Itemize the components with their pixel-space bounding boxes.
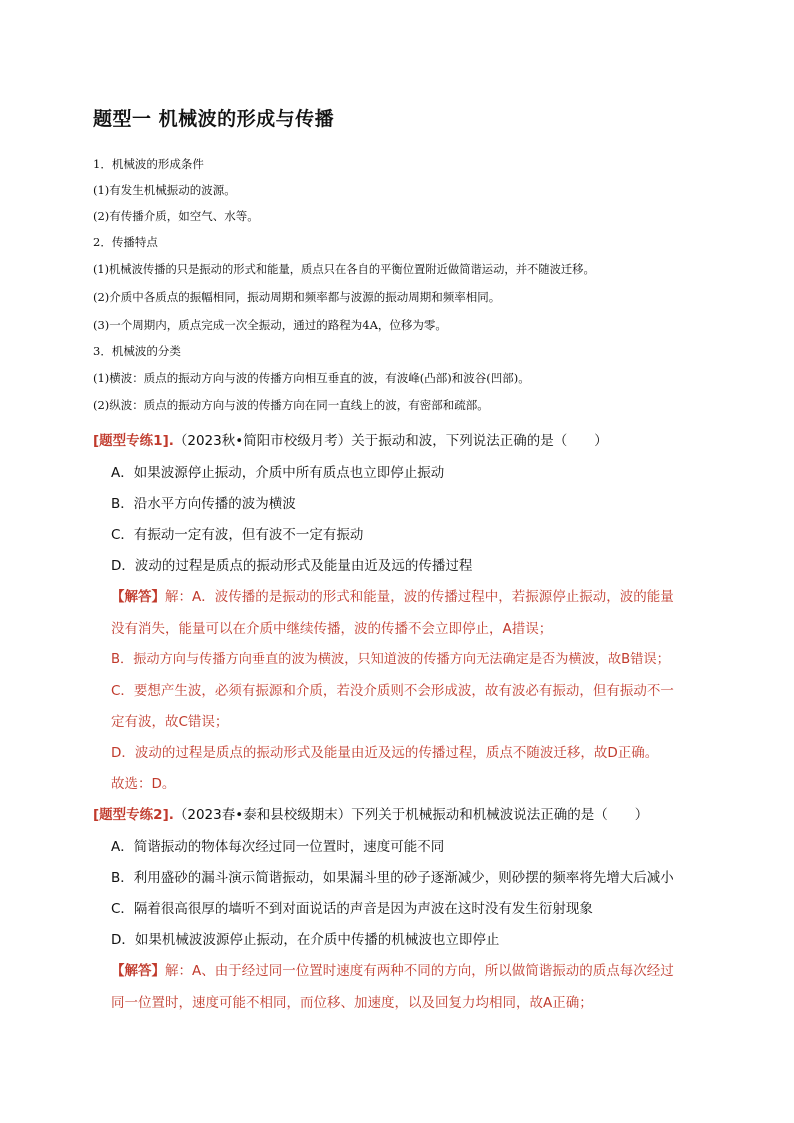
answer-1-line: B．振动方向与传播方向垂直的波为横波，只知道波的传播方向无法确定是否为横波，故B错误； — [111, 652, 670, 667]
section-title: 题型一 机械波的形成与传播 — [93, 108, 335, 130]
answer-2-text: 解：A、由于经过同一位置时速度有两种不同的方向，所以做简谐振动的质点每次经过 — [165, 963, 674, 979]
key-point: (2)有传播介质，如空气、水等。 — [93, 209, 259, 223]
question-2-option-a: A．简谐振动的物体每次经过同一位置时，速度可能不同 — [111, 839, 445, 855]
key-point-heading: 2．传播特点 — [93, 235, 158, 249]
question-2-tag: [题型专练2]. — [93, 807, 174, 823]
key-point: (2)纵波：质点的振动方向与波的传播方向在同一直线上的波，有密部和疏部。 — [93, 398, 489, 412]
answer-1-line: C．要想产生波，必须有振源和介质，若没介质则不会形成波，故有波必有振动，但有振动不一 — [111, 683, 674, 699]
answer-1-text: 解：A．波传播的是振动的形式和能量，波的传播过程中，若振源停止振动，波的能量 — [165, 589, 674, 605]
question-1-option-b: B．沿水平方向传播的波为横波 — [111, 496, 296, 512]
key-point: (3)一个周期内，质点完成一次全振动，通过的路程为4A，位移为零。 — [93, 318, 447, 332]
question-1-option-d: D．波动的过程是质点的振动形式及能量由近及远的传播过程 — [111, 558, 473, 574]
question-1-stem — [93, 432, 608, 450]
answer-1-line: 故选：D。 — [111, 776, 176, 792]
answer-2-tag: 【解答】 — [111, 963, 165, 979]
question-2-text: （2023春•泰和县校级期末）下列关于机械振动和机械波说法正确的是（ ） — [173, 807, 649, 823]
question-1-tag: [题型专练1]. — [93, 433, 174, 449]
answer-1-line — [111, 588, 674, 606]
answer-2-line: 同一位置时，速度可能不相同，而位移、加速度，以及回复力均相同，故A正确； — [111, 995, 593, 1011]
question-2-stem — [93, 806, 648, 824]
answer-2-line — [111, 962, 674, 980]
answer-1-line: D．波动的过程是质点的振动形式及能量由近及远的传播过程，质点不随波迁移，故D正确。 — [111, 745, 659, 761]
answer-1-line: 没有消失，能量可以在介质中继续传播，波的传播不会立即停止，A措误； — [111, 621, 553, 637]
key-point-heading: 1．机械波的形成条件 — [93, 157, 204, 171]
question-2-option-d: D．如果机械波波源停止振动，在介质中传播的机械波也立即停止 — [111, 932, 500, 948]
question-1-option-a: A．如果波源停止振动，介质中所有质点也立即停止振动 — [111, 465, 445, 481]
question-2-option-c: C．隔着很高很厚的墙听不到对面说话的声音是因为声波在这时没有发生衍射现象 — [111, 901, 593, 917]
key-point: (1)机械波传播的只是振动的形式和能量，质点只在各自的平衡位置附近做简谐运动，并不随波迁移。 — [93, 263, 595, 276]
key-point: (1)横波：质点的振动方向与波的传播方向相互垂直的波，有波峰(凸部)和波谷(凹部)。 — [93, 371, 530, 385]
key-point: (1)有发生机械振动的波源。 — [93, 183, 236, 197]
question-1-text: （2023秋•简阳市校级月考）关于振动和波，下列说法正确的是（ ） — [173, 433, 608, 449]
key-point-heading: 3．机械波的分类 — [93, 344, 181, 358]
question-1-option-c: C．有振动一定有波，但有波不一定有振动 — [111, 527, 364, 543]
answer-1-tag: 【解答】 — [111, 589, 165, 605]
key-point: (2)介质中各质点的振幅相同，振动周期和频率都与波源的振动周期和频率相同。 — [93, 290, 501, 304]
question-2-option-b: B．利用盛砂的漏斗演示简谐振动，如果漏斗里的砂子逐渐减少，则砂摆的频率将先增大后减小 — [111, 870, 674, 886]
answer-1-line: 定有波，故C错误； — [111, 714, 229, 730]
